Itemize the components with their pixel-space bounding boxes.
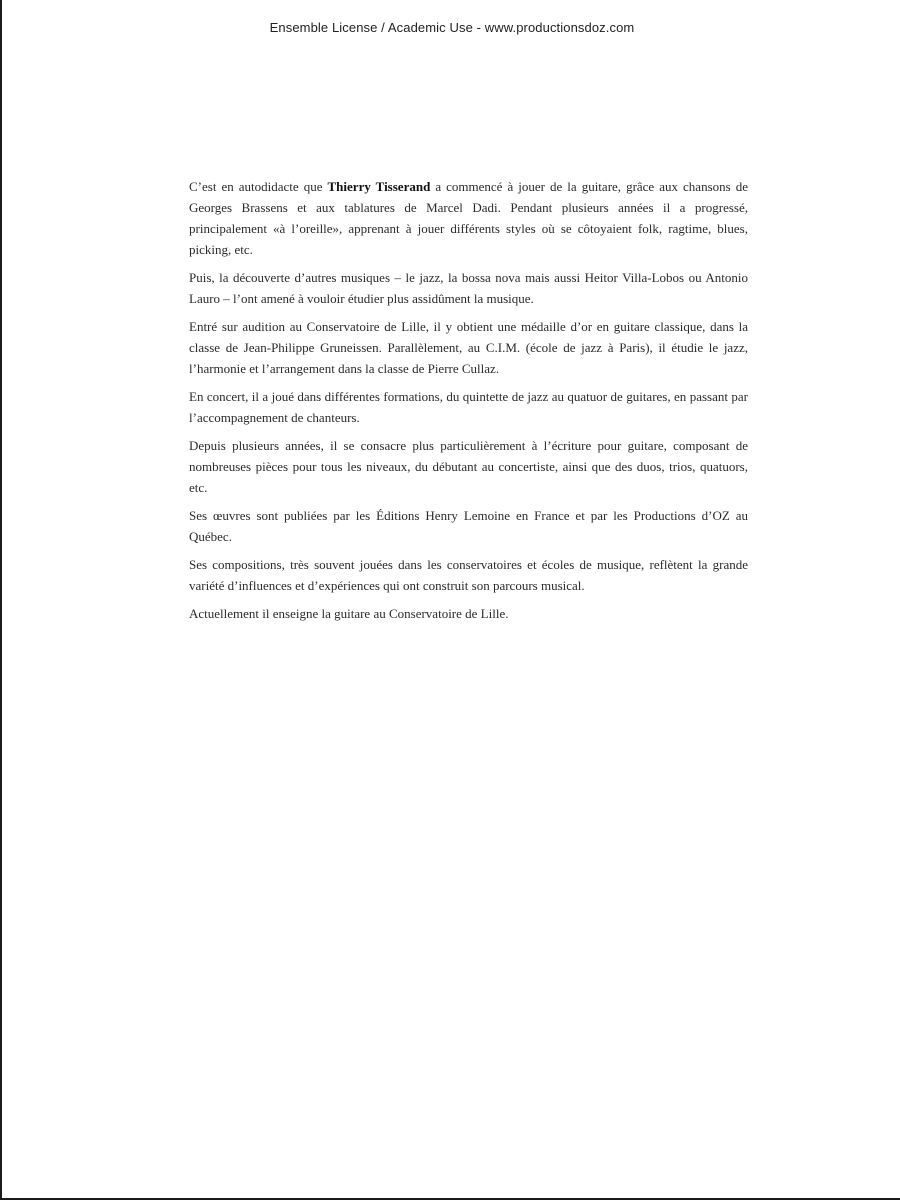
biography-text: [189, 176, 748, 631]
biography-paragraph-2: Puis, la découverte d’autres musiques – le jazz, la bossa nova mais aussi Heitor Villa-Lobos ou Antonio Lauro – l’ont amené à vouloir étudier plus assidûment la musique.: [189, 270, 748, 306]
biography-paragraph-8: Actuellement il enseigne la guitare au Conservatoire de Lille.: [189, 606, 509, 621]
biography-paragraph-3: Entré sur audition au Conservatoire de Lille, il y obtient une médaille d’or en guitare classique, dans la classe de Jean-Philippe Gruneissen. Parallèlement, au C.I.M. (école de jazz à Paris), il étudie le jazz, l’harmonie et l’arrangement dans la classe de Pierre Cullaz.: [189, 319, 748, 376]
biography-paragraph-1: [189, 176, 748, 260]
paragraph-1-lead: C’est en autodidacte que: [189, 179, 328, 194]
biography-paragraph-6: Ses œuvres sont publiées par les Éditions Henry Lemoine en France et par les Productions d’OZ au Québec.: [189, 508, 748, 544]
biography-paragraph-7: Ses compositions, très souvent jouées dans les conservatoires et écoles de musique, reflètent la grande variété d’influences et d’expériences qui ont construit son parcours musical.: [189, 557, 748, 593]
license-header: Ensemble License / Academic Use - www.productionsdoz.com: [269, 20, 635, 35]
composer-name: Thierry Tisserand: [327, 179, 431, 194]
paragraph-1-rest: a commencé à jouer de la guitare, grâce aux chansons de Georges Brassens et aux tablatures de Marcel Dadi. Pendant plusieurs années il a progressé, principalement «à l’oreille», apprenant à jouer différents styles où se côtoyaient folk, ragtime, blues, picking, etc.: [189, 179, 748, 257]
biography-paragraph-5: Depuis plusieurs années, il se consacre plus particulièrement à l’écriture pour guitare, composant de nombreuses pièces pour tous les niveaux, du débutant au concertiste, ainsi que des duos, trios, quatuors, etc.: [189, 438, 748, 495]
biography-paragraph-4: En concert, il a joué dans différentes formations, du quintette de jazz au quatuor de guitares, en passant par l’accompagnement de chanteurs.: [189, 389, 748, 425]
